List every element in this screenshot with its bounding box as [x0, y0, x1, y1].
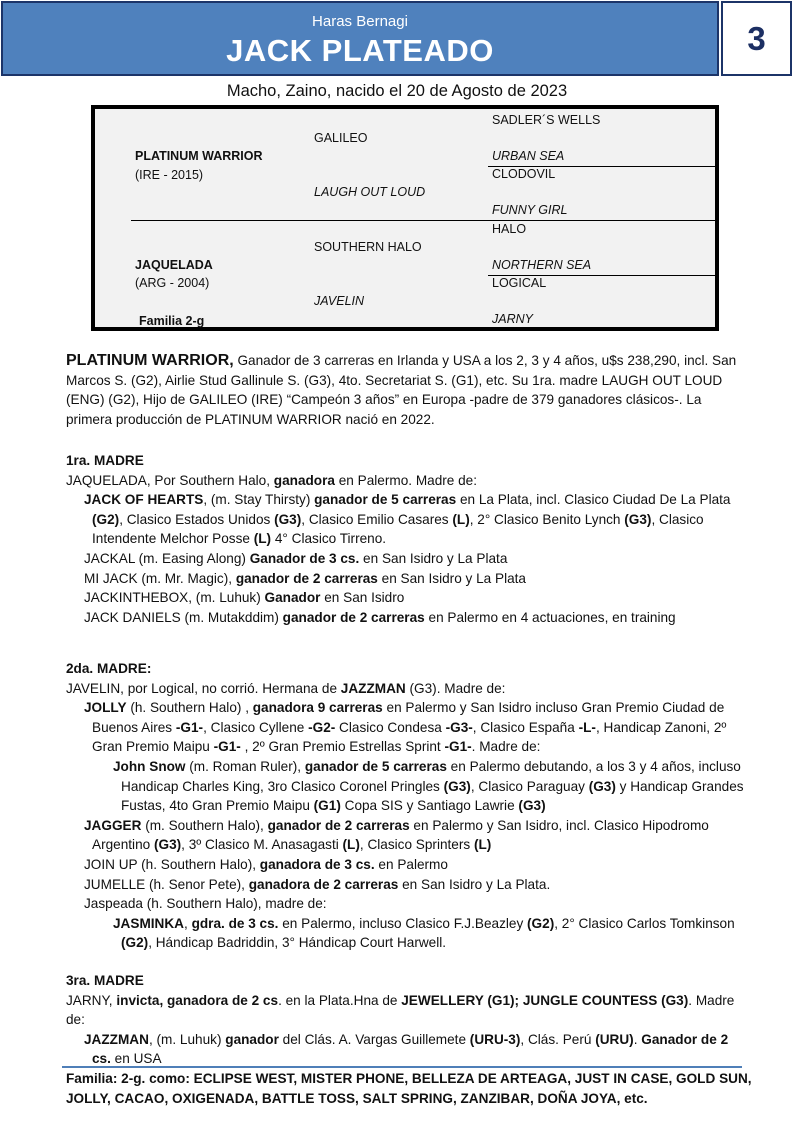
dam-origin: (ARG - 2004) [135, 276, 210, 290]
text-run: , Clasico Emilio Casares [301, 511, 453, 527]
text-run: JACKINTHEBOX, (m. Luhuk) [84, 590, 265, 606]
text-run: ganador de 2 carreras [282, 609, 425, 625]
sire-sire: GALILEO [314, 131, 368, 145]
text-run: en Palermo [374, 856, 448, 872]
text-run: (L) [473, 837, 492, 853]
sire-origin: (IRE - 2015) [135, 168, 204, 182]
pedigree-table [91, 105, 719, 331]
text-run: JAQUELADA, Por Southern Halo, [66, 472, 274, 488]
text-run: John Snow [113, 758, 186, 774]
second-dam-produce [66, 698, 746, 953]
text-run: (G3) [274, 511, 302, 527]
text-run: (G2) [92, 511, 120, 527]
text-run: (h. Southern Halo) , [126, 700, 253, 716]
text-run: JUMELLE (h. Senor Pete), [84, 876, 249, 892]
text-run: (G2) [527, 915, 555, 931]
text-run: y Handicap Grandes Fustas, 4to Gran Premio Maipu [121, 778, 744, 814]
text-run: ganador de 5 carreras [314, 492, 457, 508]
text-run: (URU-3) [469, 1031, 521, 1047]
text-run: , Hándicap Badriddin, 3° Hándicap Court Harwell. [148, 935, 447, 951]
produce-entry [66, 855, 746, 875]
grand-produce-entry [66, 914, 746, 953]
ancestor-g3: LOGICAL [492, 276, 547, 290]
text-run: (G3) [153, 837, 182, 853]
section-heading: 1ra. MADRE [66, 453, 144, 468]
ancestor-g3: URBAN SEA [492, 149, 565, 163]
ancestor-g3: HALO [492, 222, 527, 236]
first-dam-produce [66, 490, 746, 627]
ancestor-g3: JARNY [492, 312, 533, 326]
text-run: (URU) [595, 1031, 634, 1047]
text-run: (G3). Madre de: [405, 680, 506, 696]
footer-divider [62, 1066, 742, 1068]
lot-number: 3 [747, 20, 766, 57]
text-run: , Clasico Sprinters [359, 837, 474, 853]
text-run: 4° Clasico Tirreno. [271, 531, 387, 547]
text-run: (m. Southern Halo), [141, 817, 268, 833]
family-label: Familia 2-g [139, 314, 205, 328]
text-run: en Palermo y San Isidro, incl. Clasico Hipodromo Argentino [92, 817, 709, 853]
text-run: JEWELLERY (G1); JUNGLE COUNTESS (G3) [401, 992, 689, 1008]
first-dam-intro [66, 471, 746, 491]
text-run: JAZZMAN [340, 680, 406, 696]
section-heading: 3ra. MADRE [66, 973, 144, 988]
text-run: (L) [342, 837, 360, 853]
ancestor-g3: FUNNY GIRL [492, 203, 568, 217]
text-run: -G1- [175, 719, 204, 735]
text-run: JAZZMAN [84, 1031, 149, 1047]
text-run: JACK OF HEARTS [84, 492, 204, 508]
text-run: JAVELIN, por Logical, no corrió. Hermana de [66, 680, 341, 696]
text-run: Copa SIS y Santiago Lawrie [340, 798, 519, 814]
family-footer: Familia: 2-g. como: ECLIPSE WEST, MISTER PHONE, BELLEZA DE ARTEAGA, JUST IN CASE, GOLD SUN, JOLLY, CACAO, OXIGENADA, BATTLE TOSS, SALT SPRING, ZANZIBAR, DOÑA JOYA, etc. [66, 1071, 752, 1106]
sire-note [66, 351, 746, 429]
text-run: ganador [225, 1031, 279, 1047]
dam-dam: JAVELIN [314, 294, 365, 308]
text-run: en USA [110, 1051, 162, 1067]
produce-entry [66, 569, 746, 589]
sire-note-name: PLATINUM WARRIOR, [66, 352, 234, 369]
text-run: ganadora [273, 472, 335, 488]
text-run: (L) [253, 531, 272, 547]
lot-number-box [721, 1, 792, 76]
ancestor-g3: CLODOVIL [492, 167, 556, 181]
sire-note-text: Ganador de 3 carreras en Irlanda y USA a los 2, 3 y 4 años, u$s 238,290, incl. San Marcos S. (G2), Airlie Stud Gallinule S. (G3), 4to. Secretariat S. (G1), etc. Su 1ra. madre LAUGH OUT LOUD (ENG) (G2), Hijo de GALILEO (IRE) “Campeón 3 años” en Europa -padre de 379 ganadores clásicos-. La primera producción de PLATINUM WARRIOR nació en 2022. [66, 353, 737, 427]
first-dam-section [66, 451, 746, 627]
text-run: JACK DANIELS (m. Mutakddim) [84, 609, 283, 625]
text-run: (G3) [624, 511, 652, 527]
third-dam-intro [66, 991, 746, 1030]
text-run: , [184, 915, 192, 931]
text-run: (m. Roman Ruler), [185, 758, 305, 774]
text-run: , 2° Clasico Benito Lynch [469, 511, 625, 527]
text-run: -G1- [444, 739, 472, 755]
text-run: (L) [452, 511, 470, 527]
text-run: (G2) [121, 935, 149, 951]
text-run: , Clasico Estados Unidos [119, 511, 275, 527]
text-run: en San Isidro [320, 590, 405, 606]
text-run: invicta, ganadora de 2 cs [116, 992, 279, 1008]
text-run: en San Isidro y La Plata [377, 570, 526, 586]
produce-entry [66, 1030, 746, 1069]
text-run: en Palermo en 4 actuaciones, en training [424, 609, 676, 625]
stud-name: Haras Bernagi [312, 13, 408, 30]
produce-entry [66, 875, 746, 895]
text-run: en Palermo y San Isidro incluso Gran Premio Ciudad de Buenos Aires [92, 700, 725, 735]
produce-entry [66, 816, 746, 855]
text-run: -G1- [213, 739, 241, 755]
text-run: JASMINKA [113, 915, 184, 931]
produce-entry [66, 490, 746, 549]
text-run: , Clasico Intendente Melchor Posse [92, 511, 704, 547]
text-run: JARNY, [66, 992, 117, 1008]
text-run: en La Plata, incl. Clasico Ciudad De La Plata [456, 492, 731, 508]
produce-entry [66, 894, 746, 914]
text-run: MI JACK (m. Mr. Magic), [84, 570, 236, 586]
produce-entry [66, 608, 746, 628]
text-run: Clasico Condesa [335, 719, 446, 735]
pedigree-divider [488, 275, 715, 276]
produce-entry [66, 549, 746, 569]
text-run: en Palermo, incluso Clasico F.J.Beazley [278, 915, 528, 931]
text-run: -G2- [308, 719, 336, 735]
dam-sire: SOUTHERN HALO [314, 240, 422, 254]
ancestor-g3: SADLER´S WELLS [492, 113, 601, 127]
text-run: (G3) [443, 778, 471, 794]
text-run: , Clasico España [472, 719, 579, 735]
text-run: -G3- [445, 719, 473, 735]
text-run: ganadora de 3 cs. [259, 856, 375, 872]
text-run: . Madre de: [66, 992, 735, 1028]
text-run: en San Isidro y La Plata. [398, 876, 551, 892]
second-dam-intro [66, 679, 746, 699]
text-run: ganadora 9 carreras [252, 700, 383, 716]
text-run: (G3) [518, 798, 546, 814]
section-heading: 2da. MADRE: [66, 661, 152, 676]
text-run: ganador de 2 carreras [267, 817, 410, 833]
text-run: JOIN UP (h. Southern Halo), [84, 856, 260, 872]
text-run: Ganador de 3 cs. [249, 550, 360, 566]
sire-name: PLATINUM WARRIOR [135, 149, 263, 163]
text-run: JOLLY [84, 700, 127, 716]
text-run: en Palermo debutando, a los 3 y 4 años, incluso Handicap Charles King, 3ro Clasico Coronel Pringles [121, 758, 741, 794]
third-dam-section [66, 971, 746, 1069]
text-run: Ganador [264, 590, 321, 606]
sire-dam: LAUGH OUT LOUD [314, 185, 426, 199]
horse-name: JACK PLATEADO [226, 33, 494, 68]
third-dam-produce [66, 1030, 746, 1069]
text-run: ganador de 2 carreras [235, 570, 378, 586]
produce-entry [66, 698, 746, 757]
text-run: Ganador de 2 cs. [92, 1031, 729, 1067]
grand-produce-entry [66, 757, 746, 816]
pedigree-divider [131, 220, 715, 221]
text-run: en San Isidro y La Plata [359, 550, 508, 566]
text-run: , 2° Clasico Carlos Tomkinson [554, 915, 735, 931]
text-run: JACKAL (m. Easing Along) [84, 550, 250, 566]
text-run: JAGGER [84, 817, 142, 833]
text-run: , Handicap Zanoni, 2º Gran Premio Maipu [92, 719, 727, 755]
text-run: gdra. de 3 cs. [191, 915, 279, 931]
text-run: , (m. Luhuk) [148, 1031, 226, 1047]
header-banner [1, 1, 719, 76]
text-run: , 2º Gran Premio Estrellas Sprint [240, 739, 445, 755]
text-run: , Clás. Perú [520, 1031, 596, 1047]
text-run: ganadora de 2 carreras [248, 876, 399, 892]
text-run: , (m. Stay Thirsty) [203, 492, 315, 508]
text-run: del Clás. A. Vargas Guillemete [278, 1031, 470, 1047]
text-run: , 3º Clasico M. Anasagasti [181, 837, 343, 853]
horse-description: Macho, Zaino, nacido el 20 de Agosto de 2023 [226, 82, 568, 100]
text-run: . [633, 1031, 642, 1047]
ancestor-g3: NORTHERN SEA [492, 258, 592, 272]
text-run: en Palermo. Madre de: [334, 472, 478, 488]
text-run: (G3) [588, 778, 616, 794]
pedigree-divider [488, 166, 715, 167]
text-run: . Madre de: [471, 739, 541, 755]
text-run: , Clasico Paraguay [470, 778, 589, 794]
text-run: (G1) [313, 798, 341, 814]
text-run: . en la Plata.Hna de [278, 992, 402, 1008]
second-dam-section [66, 659, 746, 953]
text-run: ganador de 5 carreras [304, 758, 447, 774]
text-run: , Clasico Cyllene [203, 719, 309, 735]
text-run: Jaspeada (h. Southern Halo), madre de: [84, 896, 327, 912]
dam-name: JAQUELADA [135, 258, 213, 272]
produce-entry [66, 588, 746, 608]
text-run: -L- [578, 719, 596, 735]
